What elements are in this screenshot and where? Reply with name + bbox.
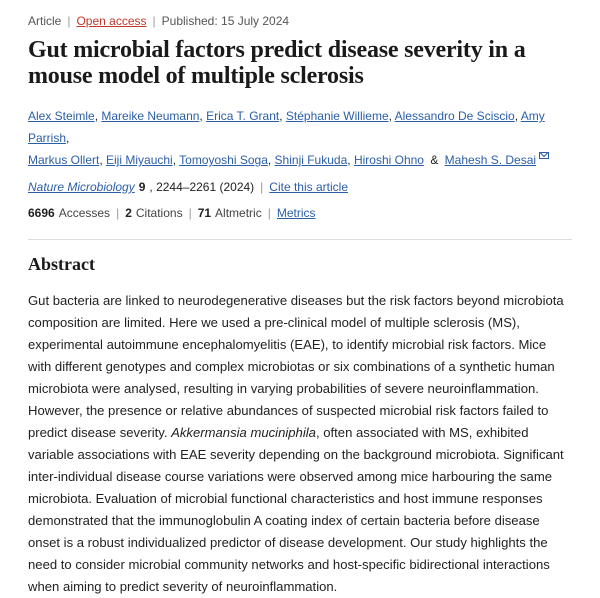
journal-volume: 9 bbox=[138, 180, 146, 194]
open-access-link[interactable]: Open access bbox=[76, 14, 147, 28]
journal-name-link[interactable]: Nature Microbiology bbox=[28, 180, 135, 194]
article-meta bbox=[28, 14, 572, 28]
metrics-separator: | bbox=[267, 206, 271, 220]
metrics-separator: | bbox=[116, 206, 120, 220]
author-link[interactable]: Mareike Neumann bbox=[101, 109, 200, 123]
mail-icon[interactable] bbox=[539, 152, 549, 159]
altmetric-label: Altmetric bbox=[215, 206, 262, 220]
author-link[interactable]: Erica T. Grant bbox=[206, 109, 280, 123]
author-link[interactable]: Tomoyoshi Soga bbox=[179, 153, 268, 167]
author-link[interactable]: Amy Parrish bbox=[28, 109, 545, 145]
journal-info bbox=[28, 180, 572, 194]
abstract-part-1: Gut bacteria are linked to neurodegenerative diseases but the risk factors beyond microbiota composition are limited. Here we used a pre-clinical model of multiple sclerosis (MS), experimental autoimmune encephalomyelitis (EAE), to identify microbial risk factors. Mice with different genotypes and complex microbiotas or six combinations of a synthetic human microbiota were analysed, resulting in varying probabilities of severe neuroinflammation. However, the presence or relative abundances of suspected microbial risk factors failed to predict disease severity. bbox=[28, 292, 564, 440]
author-list: Alex Steimle, Mareike Neumann, Erica T. Grant, Stéphanie Willieme, Alessandro De Sciscio, Amy Parrish, Markus Ollert, Eiji Miyauchi, Tomoyoshi Soga, Shinji Fukuda, Hiroshi Ohno & Mahesh S. Desai bbox=[28, 105, 572, 171]
author-ampersand: & bbox=[430, 153, 439, 167]
cite-this-article-link[interactable]: Cite this article bbox=[269, 180, 348, 194]
citations-count: 2 bbox=[125, 206, 132, 220]
article-title: Gut microbial factors predict disease severity in a mouse model of multiple sclerosis bbox=[28, 37, 526, 89]
author-link[interactable]: Hiroshi Ohno bbox=[353, 153, 424, 167]
altmetric-count: 71 bbox=[197, 206, 212, 220]
abstract-species-name: Akkermansia muciniphila bbox=[171, 424, 316, 440]
author-link[interactable]: Shinji Fukuda bbox=[274, 153, 348, 167]
journal-pages: , 2244–2261 (2024) bbox=[149, 180, 255, 194]
journal-separator: | bbox=[260, 180, 264, 194]
accesses-count: 6696 bbox=[28, 206, 55, 220]
published-date: Published: 15 July 2024 bbox=[161, 14, 290, 28]
metrics-link[interactable]: Metrics bbox=[276, 206, 316, 220]
abstract-part-2: , often associated with MS, exhibited variable associations with EAE severity depending on the background microbiota. Significant inter-individual disease course variations were observed among mice harbouring the same microbiota. Evaluation of microbial functional characteristics and host immune responses demonstrated that the immunoglobulin A coating index of certain bacteria before disease onset is a robust individualized predictor of disease development. Our study highlights the need to consider microbial community networks and host-specific bidirectional interactions when aiming to predict severity of neuroinflammation. bbox=[28, 424, 564, 594]
article-type: Article bbox=[28, 14, 62, 28]
author-link[interactable]: Markus Ollert bbox=[28, 153, 100, 167]
author-link[interactable]: Mahesh S. Desai bbox=[444, 153, 537, 167]
meta-separator: | bbox=[152, 14, 156, 28]
abstract-text bbox=[28, 290, 572, 598]
abstract-heading: Abstract bbox=[28, 239, 572, 275]
accesses-label: Accesses bbox=[58, 206, 111, 220]
article-metrics bbox=[28, 206, 572, 220]
metrics-separator: | bbox=[188, 206, 192, 220]
meta-separator: | bbox=[67, 14, 71, 28]
author-link[interactable]: Alessandro De Sciscio bbox=[394, 109, 515, 123]
author-link[interactable]: Eiji Miyauchi bbox=[106, 153, 173, 167]
author-link[interactable]: Stéphanie Willieme bbox=[285, 109, 389, 123]
author-link[interactable]: Alex Steimle bbox=[28, 109, 95, 123]
citations-label: Citations bbox=[135, 206, 183, 220]
